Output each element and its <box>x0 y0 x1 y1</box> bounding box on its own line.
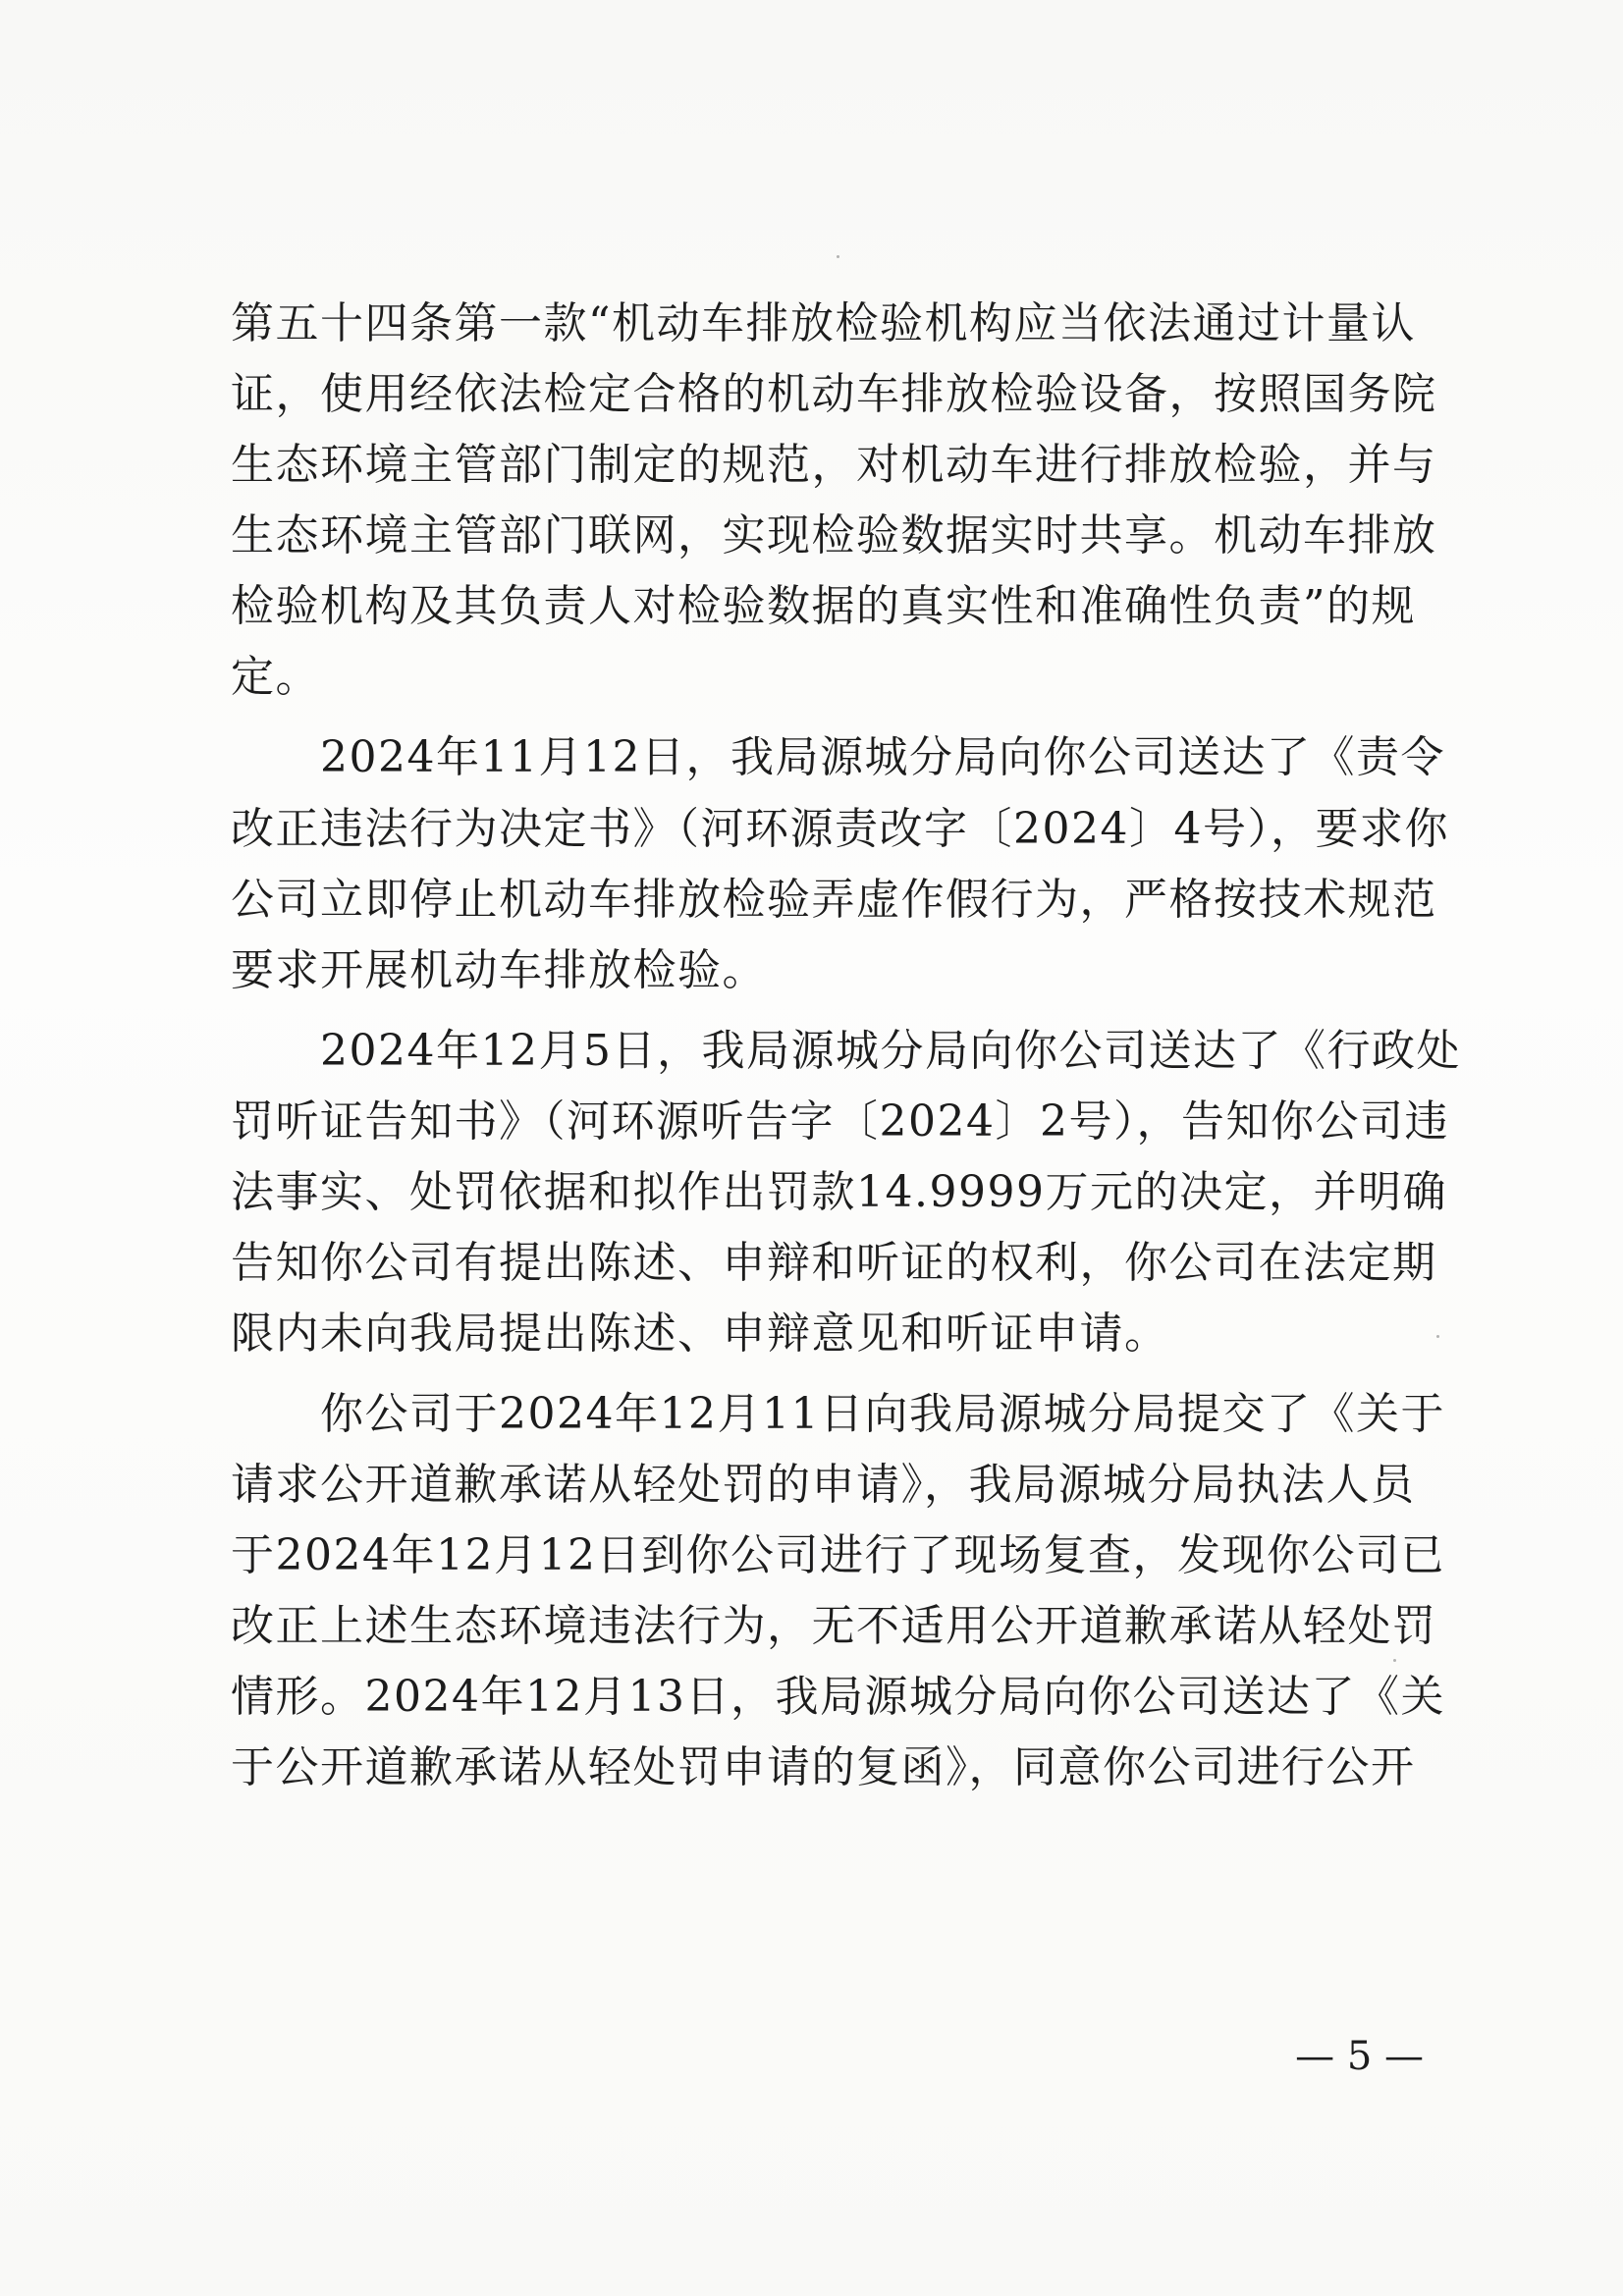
text-line: 改正上述生态环境违法行为，无不适用公开道歉承诺从轻处罚 <box>231 1601 1437 1651</box>
text-line: 法事实、处罚依据和拟作出罚款14.9999万元的决定，并明确 <box>231 1167 1447 1217</box>
scan-speck <box>837 255 839 258</box>
text-line: 于2024年12月12日到你公司进行了现场复查，发现你公司已 <box>231 1530 1445 1580</box>
text-line: 第五十四条第一款“机动车排放检验机构应当依法通过计量认 <box>231 298 1416 348</box>
text-line: 检验机构及其负责人对检验数据的真实性和准确性负责”的规 <box>231 581 1416 631</box>
paragraph-start-line: 你公司于2024年12月11日向我局源城分局提交了《关于 <box>231 1389 1445 1439</box>
paragraph-start-line: 2024年11月12日，我局源城分局向你公司送达了《责令 <box>231 732 1445 782</box>
text-line: 定。 <box>231 652 320 702</box>
paragraph-start-line: 2024年12月5日，我局源城分局向你公司送达了《行政处 <box>231 1026 1461 1076</box>
text-line: 公司立即停止机动车排放检验弄虚作假行为，严格按技术规范 <box>231 875 1437 925</box>
text-line: 限内未向我局提出陈述、申辩意见和听证申请。 <box>231 1308 1169 1359</box>
text-line: 请求公开道歉承诺从轻处罚的申请》，我局源城分局执法人员 <box>231 1460 1416 1510</box>
text-line: 情形。2024年12月13日，我局源城分局向你公司送达了《关 <box>231 1672 1445 1722</box>
text-line: 罚听证告知书》（河环源听告字〔2024〕2号），告知你公司违 <box>231 1096 1449 1147</box>
text-line: 于公开道歉承诺从轻处罚申请的复函》，同意你公司进行公开 <box>231 1742 1416 1792</box>
text-line: 生态环境主管部门制定的规范，对机动车进行排放检验，并与 <box>231 440 1437 490</box>
text-line: 要求开展机动车排放检验。 <box>231 945 767 995</box>
scan-speck <box>1393 1659 1396 1662</box>
text-line: 改正违法行为决定书》（河环源责改字〔2024〕4号），要求你 <box>231 804 1449 854</box>
text-line: 告知你公司有提出陈述、申辩和听证的权利，你公司在法定期 <box>231 1238 1437 1288</box>
text-line: 证，使用经依法检定合格的机动车排放检验设备，按照国务院 <box>231 369 1437 419</box>
text-line: 生态环境主管部门联网，实现检验数据实时共享。机动车排放 <box>231 510 1437 561</box>
page-number: — 5 — <box>1295 2034 1424 2079</box>
scan-speck <box>1436 1335 1439 1338</box>
